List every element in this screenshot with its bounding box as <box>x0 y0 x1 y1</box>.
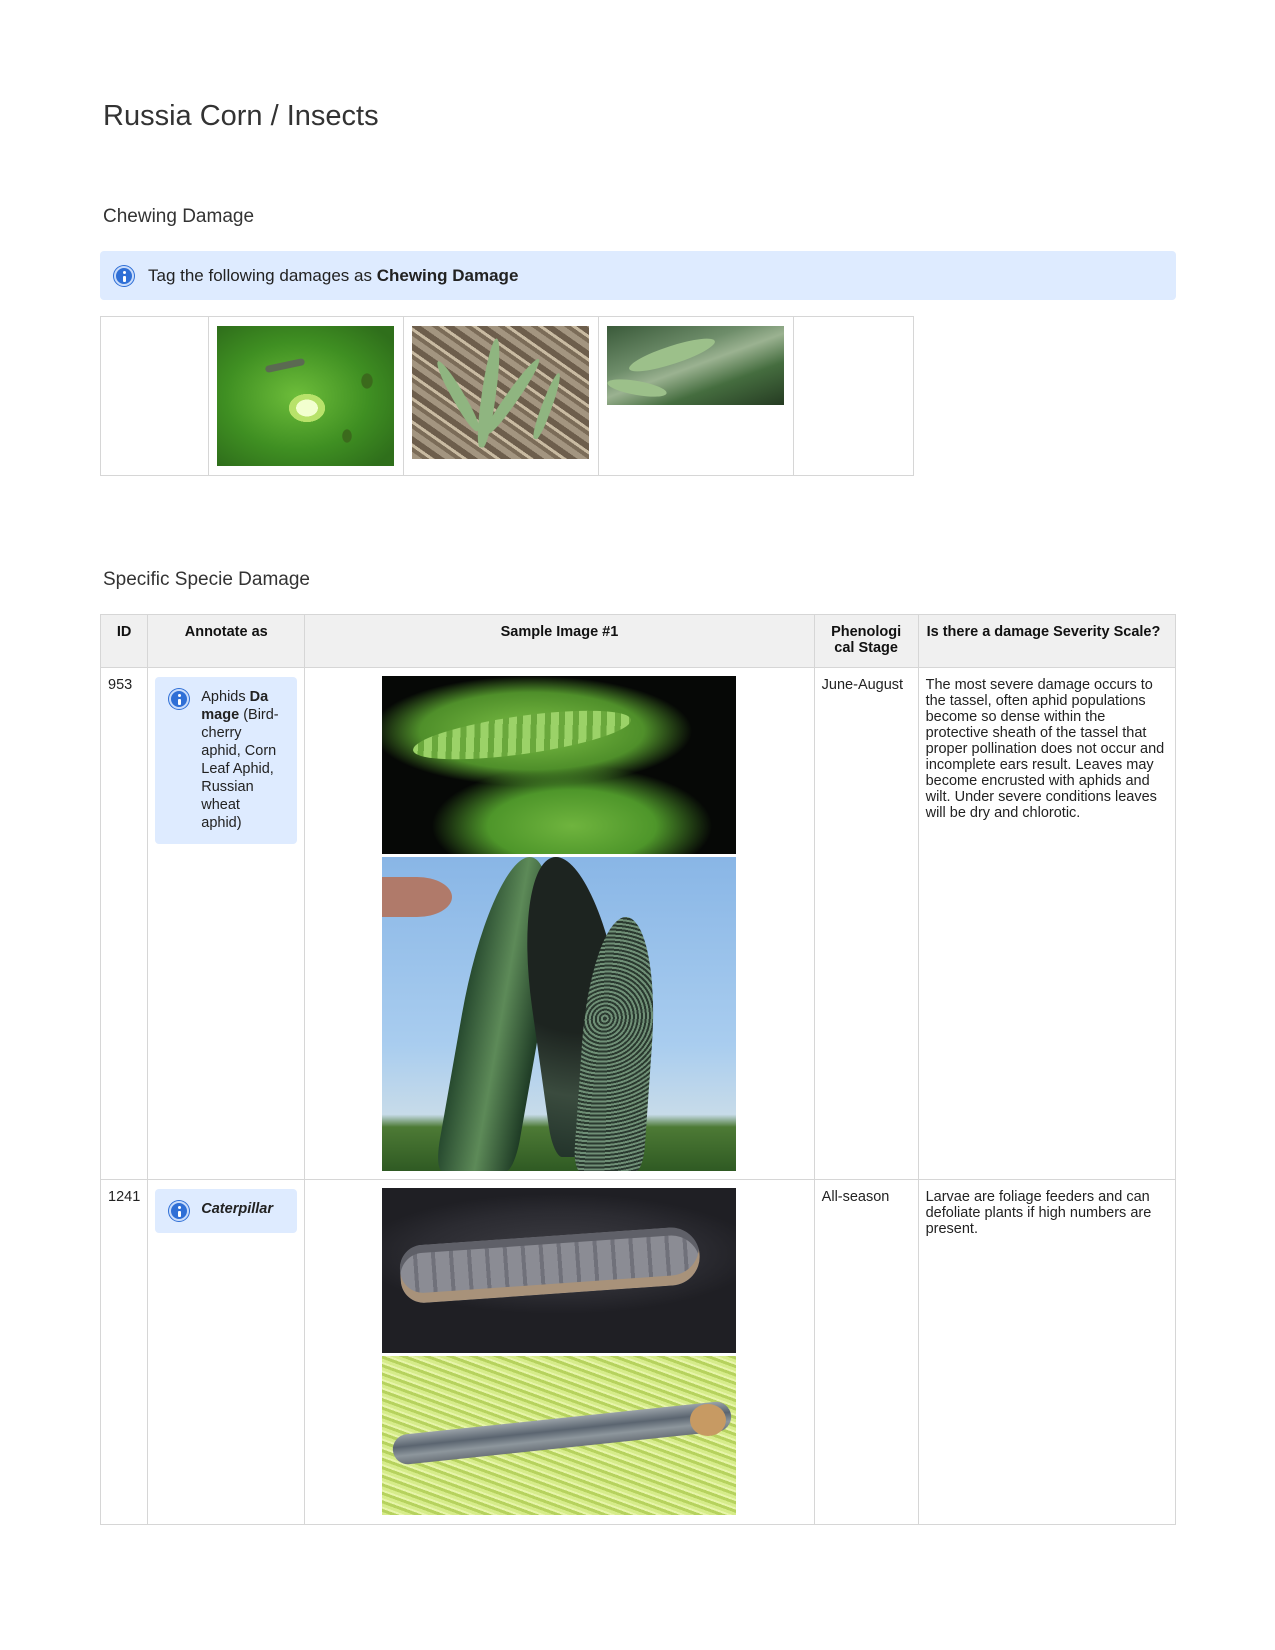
annotate-bold: Da mage <box>201 689 269 723</box>
caterpillar-silk-photo <box>382 1356 736 1515</box>
cell-stage: All-season <box>814 1180 918 1525</box>
aphid-leaf-photo <box>382 676 736 854</box>
chewing-damage-heading: Chewing Damage <box>103 206 255 227</box>
info-icon <box>114 266 134 286</box>
info-prefix: Tag the following damages as <box>148 265 377 285</box>
annotate-panel <box>155 1189 297 1233</box>
header-severity: Is there a damage Severity Scale? <box>918 615 1175 668</box>
cell-image <box>305 668 814 1180</box>
caterpillar-soil-photo <box>382 1188 736 1353</box>
cell-severity: Larvae are foliage feeders and can defoliate plants if high numbers are present. <box>918 1180 1175 1525</box>
info-bold-label: Chewing Damage <box>376 265 519 285</box>
annotate-name: Aphids <box>201 689 250 705</box>
cell-annotate <box>148 1180 305 1525</box>
cell-id: 953 <box>101 668 148 1180</box>
aphid-tassel-photo <box>382 857 736 1171</box>
cell-stage: June-August <box>814 668 918 1180</box>
table-row <box>101 1180 1176 1525</box>
chewing-info-panel <box>100 251 1176 300</box>
annotate-panel <box>155 677 297 844</box>
chewing-image-table <box>100 316 914 476</box>
specific-species-heading: Specific Specie Damage <box>103 569 310 590</box>
page-title: Russia Corn / Insects <box>103 100 379 132</box>
header-id: ID <box>101 615 148 668</box>
empty-cell <box>101 317 209 476</box>
damaged-leaves-photo <box>607 326 784 405</box>
empty-cell <box>794 317 914 476</box>
annotate-text <box>201 688 281 832</box>
table-header-row <box>101 615 1176 668</box>
cell-severity: The most severe damage occurs to the tassel, often aphid populations become so dense within the protective sheath of the tassel that proper pollination does not occur and incomplete ears result. Leaves may become encrusted with aphids and wilt. Under severe conditions leaves will be dry and chlorotic. <box>918 668 1175 1180</box>
corn-seedling-photo <box>412 326 589 459</box>
cell-annotate <box>148 668 305 1180</box>
image-cell <box>209 317 404 476</box>
annotate-bold-italic: Caterpillar <box>201 1201 273 1217</box>
header-annotate: Annotate as <box>148 615 305 668</box>
leaf-holes-photo <box>217 326 394 466</box>
table-row <box>101 668 1176 1180</box>
annotate-text <box>201 1200 273 1221</box>
species-damage-table <box>100 614 1176 1525</box>
image-cell <box>404 317 599 476</box>
info-icon <box>169 1201 189 1221</box>
info-icon <box>169 689 189 709</box>
cell-image <box>305 1180 814 1525</box>
header-stage: Phenologi cal Stage <box>814 615 918 668</box>
image-cell <box>599 317 794 476</box>
chewing-info-text <box>148 266 518 286</box>
cell-id: 1241 <box>101 1180 148 1525</box>
header-image: Sample Image #1 <box>305 615 814 668</box>
annotate-detail: (Bird-cherry aphid, Corn Leaf Aphid, Russian wheat aphid) <box>201 707 279 831</box>
